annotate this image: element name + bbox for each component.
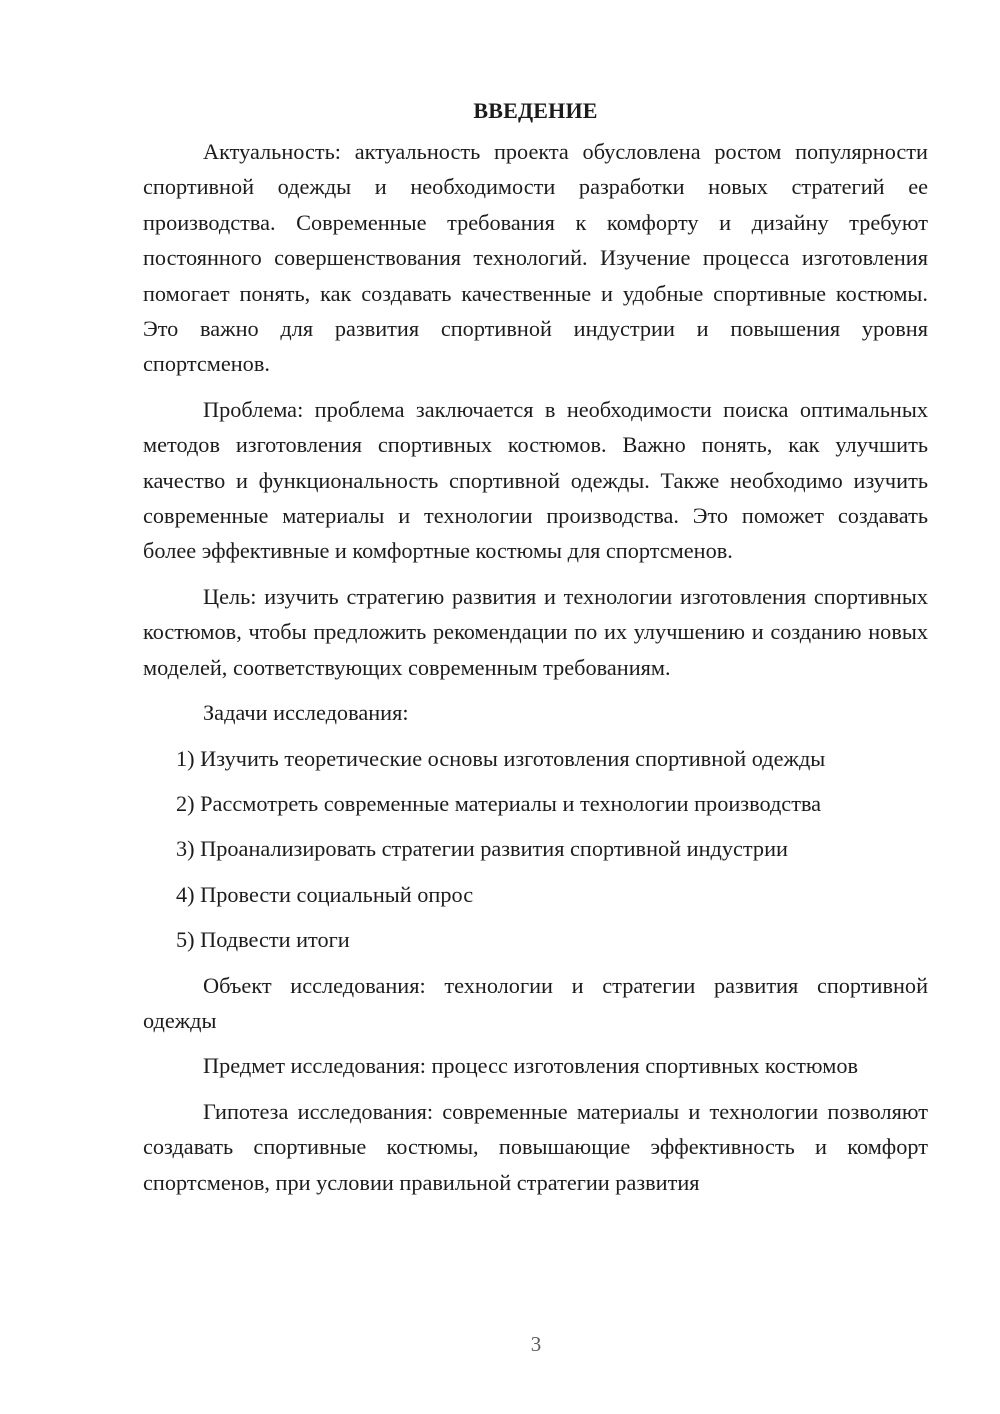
paragraph-object: Объект исследования: технологии и стратегии развития спортивной одежды	[143, 972, 928, 1033]
paragraph-hypothesis: Гипотеза исследования: современные материалы и технологии позволяют создавать спортивные костюмы, повышающие эффективность и комфорт спортсменов, при условии правильной стратегии развития	[143, 1098, 928, 1195]
list-item: 2) Рассмотреть современные материалы и технологии производства	[176, 790, 822, 816]
page-content	[143, 93, 928, 1210]
paragraph-subject: Предмет исследования: процесс изготовления спортивных костюмов	[203, 1053, 859, 1079]
tasks-list	[143, 741, 928, 958]
page-number: 3	[530, 1332, 542, 1356]
paragraph-goal: Цель: изучить стратегию развития и технологии изготовления спортивных костюмов, чтобы предложить рекомендации по их улучшению и созданию новых моделей, соответствующих современным требованиям.	[143, 583, 928, 680]
list-item: 3) Проанализировать стратегии развития спортивной индустрии	[176, 836, 788, 862]
list-item: 5) Подвести итоги	[176, 927, 350, 953]
list-item: 1) Изучить теоретические основы изготовления спортивной одежды	[176, 745, 826, 771]
tasks-heading: Задачи исследования:	[203, 700, 409, 726]
list-item: 4) Провести социальный опрос	[176, 881, 474, 907]
paragraph-relevance: Актуальность: актуальность проекта обусловлена ростом популярности спортивной одежды и необходимости разработки новых стратегий ее производства. Современные требования к комфорту и дизайну требуют постоянного совершенствования технологий. Изучение процесса изготовления помогает понять, как создавать качественные и удобные спортивные костюмы. Это важно для развития спортивной индустрии и повышения уровня спортсменов.	[143, 139, 928, 377]
page-title: ВВЕДЕНИЕ	[473, 98, 598, 123]
paragraph-problem: Проблема: проблема заключается в необходимости поиска оптимальных методов изготовления спортивных костюмов. Важно понять, как улучшить качество и функциональность спортивной одежды. Также необходимо изучить современные материалы и технологии производства. Это поможет создавать более эффективные и комфортные костюмы для спортсменов.	[143, 396, 928, 564]
